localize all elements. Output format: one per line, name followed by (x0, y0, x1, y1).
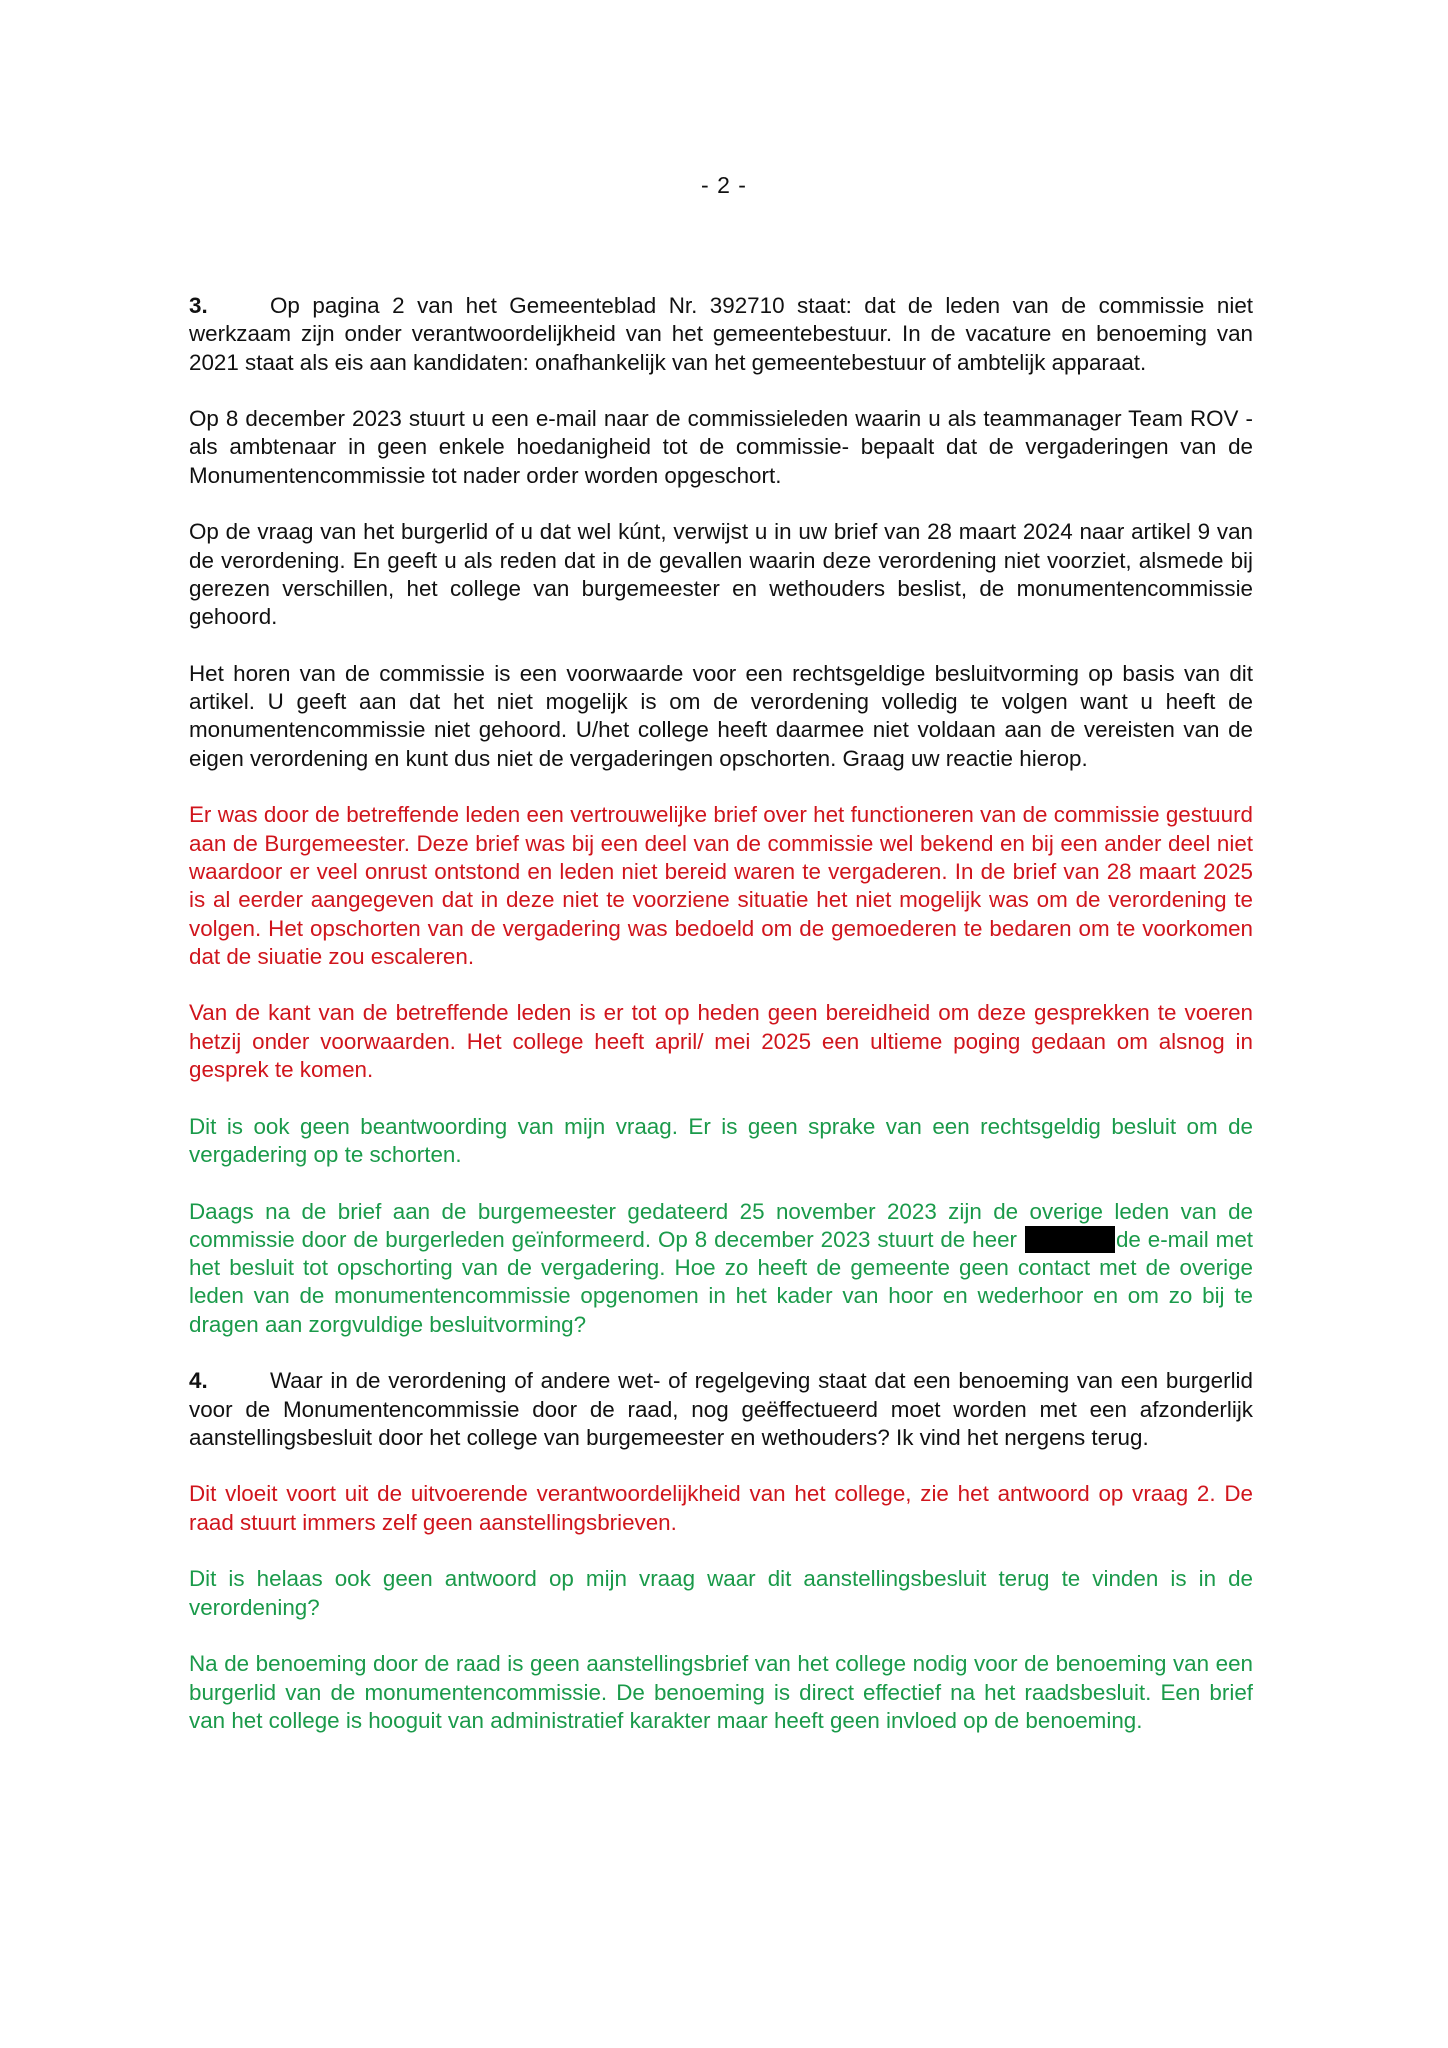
question-3-number: 3. (189, 293, 208, 318)
question-3-paragraph-3: Op de vraag van het burgerlid of u dat wel kúnt, verwijst u in uw brief van 28 maart 2024 naar artikel 9 van de verordening. En geeft u als reden dat in de gevallen waarin deze verordening niet voorziet, alsmede bij gerezen verschillen, het college van burgemeester en wethouders beslist, de monumentencommissie gehoord. (189, 519, 1253, 630)
question-3-reply-1: Dit is ook geen beantwoording van mijn vraag. Er is geen sprake van een rechtsgeldig besluit om de vergadering op te schorten. (189, 1113, 1253, 1167)
question-3-paragraph-4: Het horen van de commissie is een voorwaarde voor een rechtsgeldige besluitvorming op basis van dit artikel. U geeft aan dat het niet mogelijk is om de verordening volledig te volgen want u heeft de monumentencommissie niet gehoord. U/het college heeft daarmee niet voldaan aan de vereisten van de eigen verordening en kunt dus niet de vergaderingen opschorten. Graag uw reactie hierop. (189, 660, 1253, 771)
question-3 (189, 292, 1253, 377)
redaction-block (1025, 1226, 1115, 1253)
question-4-text: Waar in de verordening of andere wet- of regelgeving staat dat een benoeming van een burgerlid voor de Monumentencommissie door de raad, nog geëffectueerd moet worden met een afzonderlijk aanstellingsbesluit door het college van burgemeester en wethouders? Ik vind het nergens terug. (189, 1368, 1253, 1450)
document-body (189, 292, 1253, 1763)
question-3-reply-2 (189, 1198, 1253, 1339)
question-3-answer-1: Er was door de betreffende leden een vertrouwelijke brief over het functioneren van de commissie gestuurd aan de Burgemeester. Deze brief was bij een deel van de commissie wel bekend en bij een ander deel niet waardoor er veel onrust ontstond en leden niet bereid waren te vergaderen. In de brief van 28 maart 2025 is al eerder aangegeven dat in deze niet te voorziene situatie het niet mogelijk was om de verordening te volgen. Het opschorten van de vergadering was bedoeld om de gemoederen te bedaren om te voorkomen dat de siuatie zou escaleren. (189, 802, 1253, 969)
question-3-answer-2: Van de kant van de betreffende leden is er tot op heden geen bereidheid om deze gesprekken te voeren hetzij onder voorwaarden. Het college heeft april/ mei 2025 een ultieme poging gedaan om alsnog in gesprek te komen. (189, 1000, 1253, 1083)
page-number: - 2 - (701, 172, 747, 198)
question-4-reply-2: Na de benoeming door de raad is geen aanstellingsbrief van het college nodig voor de benoeming van een burgerlid van de monumentencommissie. De benoeming is direct effectief na het raadsbesluit. Een brief van het college is hooguit van administratief karakter maar heeft geen invloed op de benoeming. (189, 1651, 1253, 1733)
question-3-reply-2-before: Daags na de brief aan de burgemeester gedateerd 25 november 2023 zijn de overige leden van de commissie door de burgerleden geïnformeerd. Op 8 december 2023 stuurt de heer (189, 1198, 1253, 1252)
question-4 (189, 1367, 1253, 1452)
question-4-reply-1: Dit is helaas ook geen antwoord op mijn vraag waar dit aanstellingsbesluit terug te vinden is in de verordening? (189, 1566, 1253, 1620)
question-3-text: Op pagina 2 van het Gemeenteblad Nr. 392710 staat: dat de leden van de commissie niet werkzaam zijn onder verantwoordelijkheid van het gemeentebestuur. In de vacature en benoeming van 2021 staat als eis aan kandidaten: onafhankelijk van het gemeentebestuur of ambtelijk apparaat. (189, 293, 1253, 375)
question-4-number: 4. (189, 1368, 208, 1394)
question-3-reply-2-after: de e-mail met het besluit tot opschorting van de vergadering. Hoe zo heeft de gemeente geen contact met de overige leden van de monumentencommissie opgenomen in het kader van hoor en wederhoor en om zo bij te dragen aan zorgvuldige besluitvorming? (189, 1226, 1253, 1337)
question-3-paragraph-2: Op 8 december 2023 stuurt u een e-mail naar de commissieleden waarin u als teammanager Team ROV - als ambtenaar in geen enkele hoedanigheid tot de commissie- bepaalt dat de vergaderingen van de Monumentencommissie tot nader order worden opgeschort. (189, 406, 1253, 488)
question-4-answer-1: Dit vloeit voort uit de uitvoerende verantwoordelijkheid van het college, zie het antwoord op vraag 2. De raad stuurt immers zelf geen aanstellingsbrieven. (189, 1481, 1253, 1535)
